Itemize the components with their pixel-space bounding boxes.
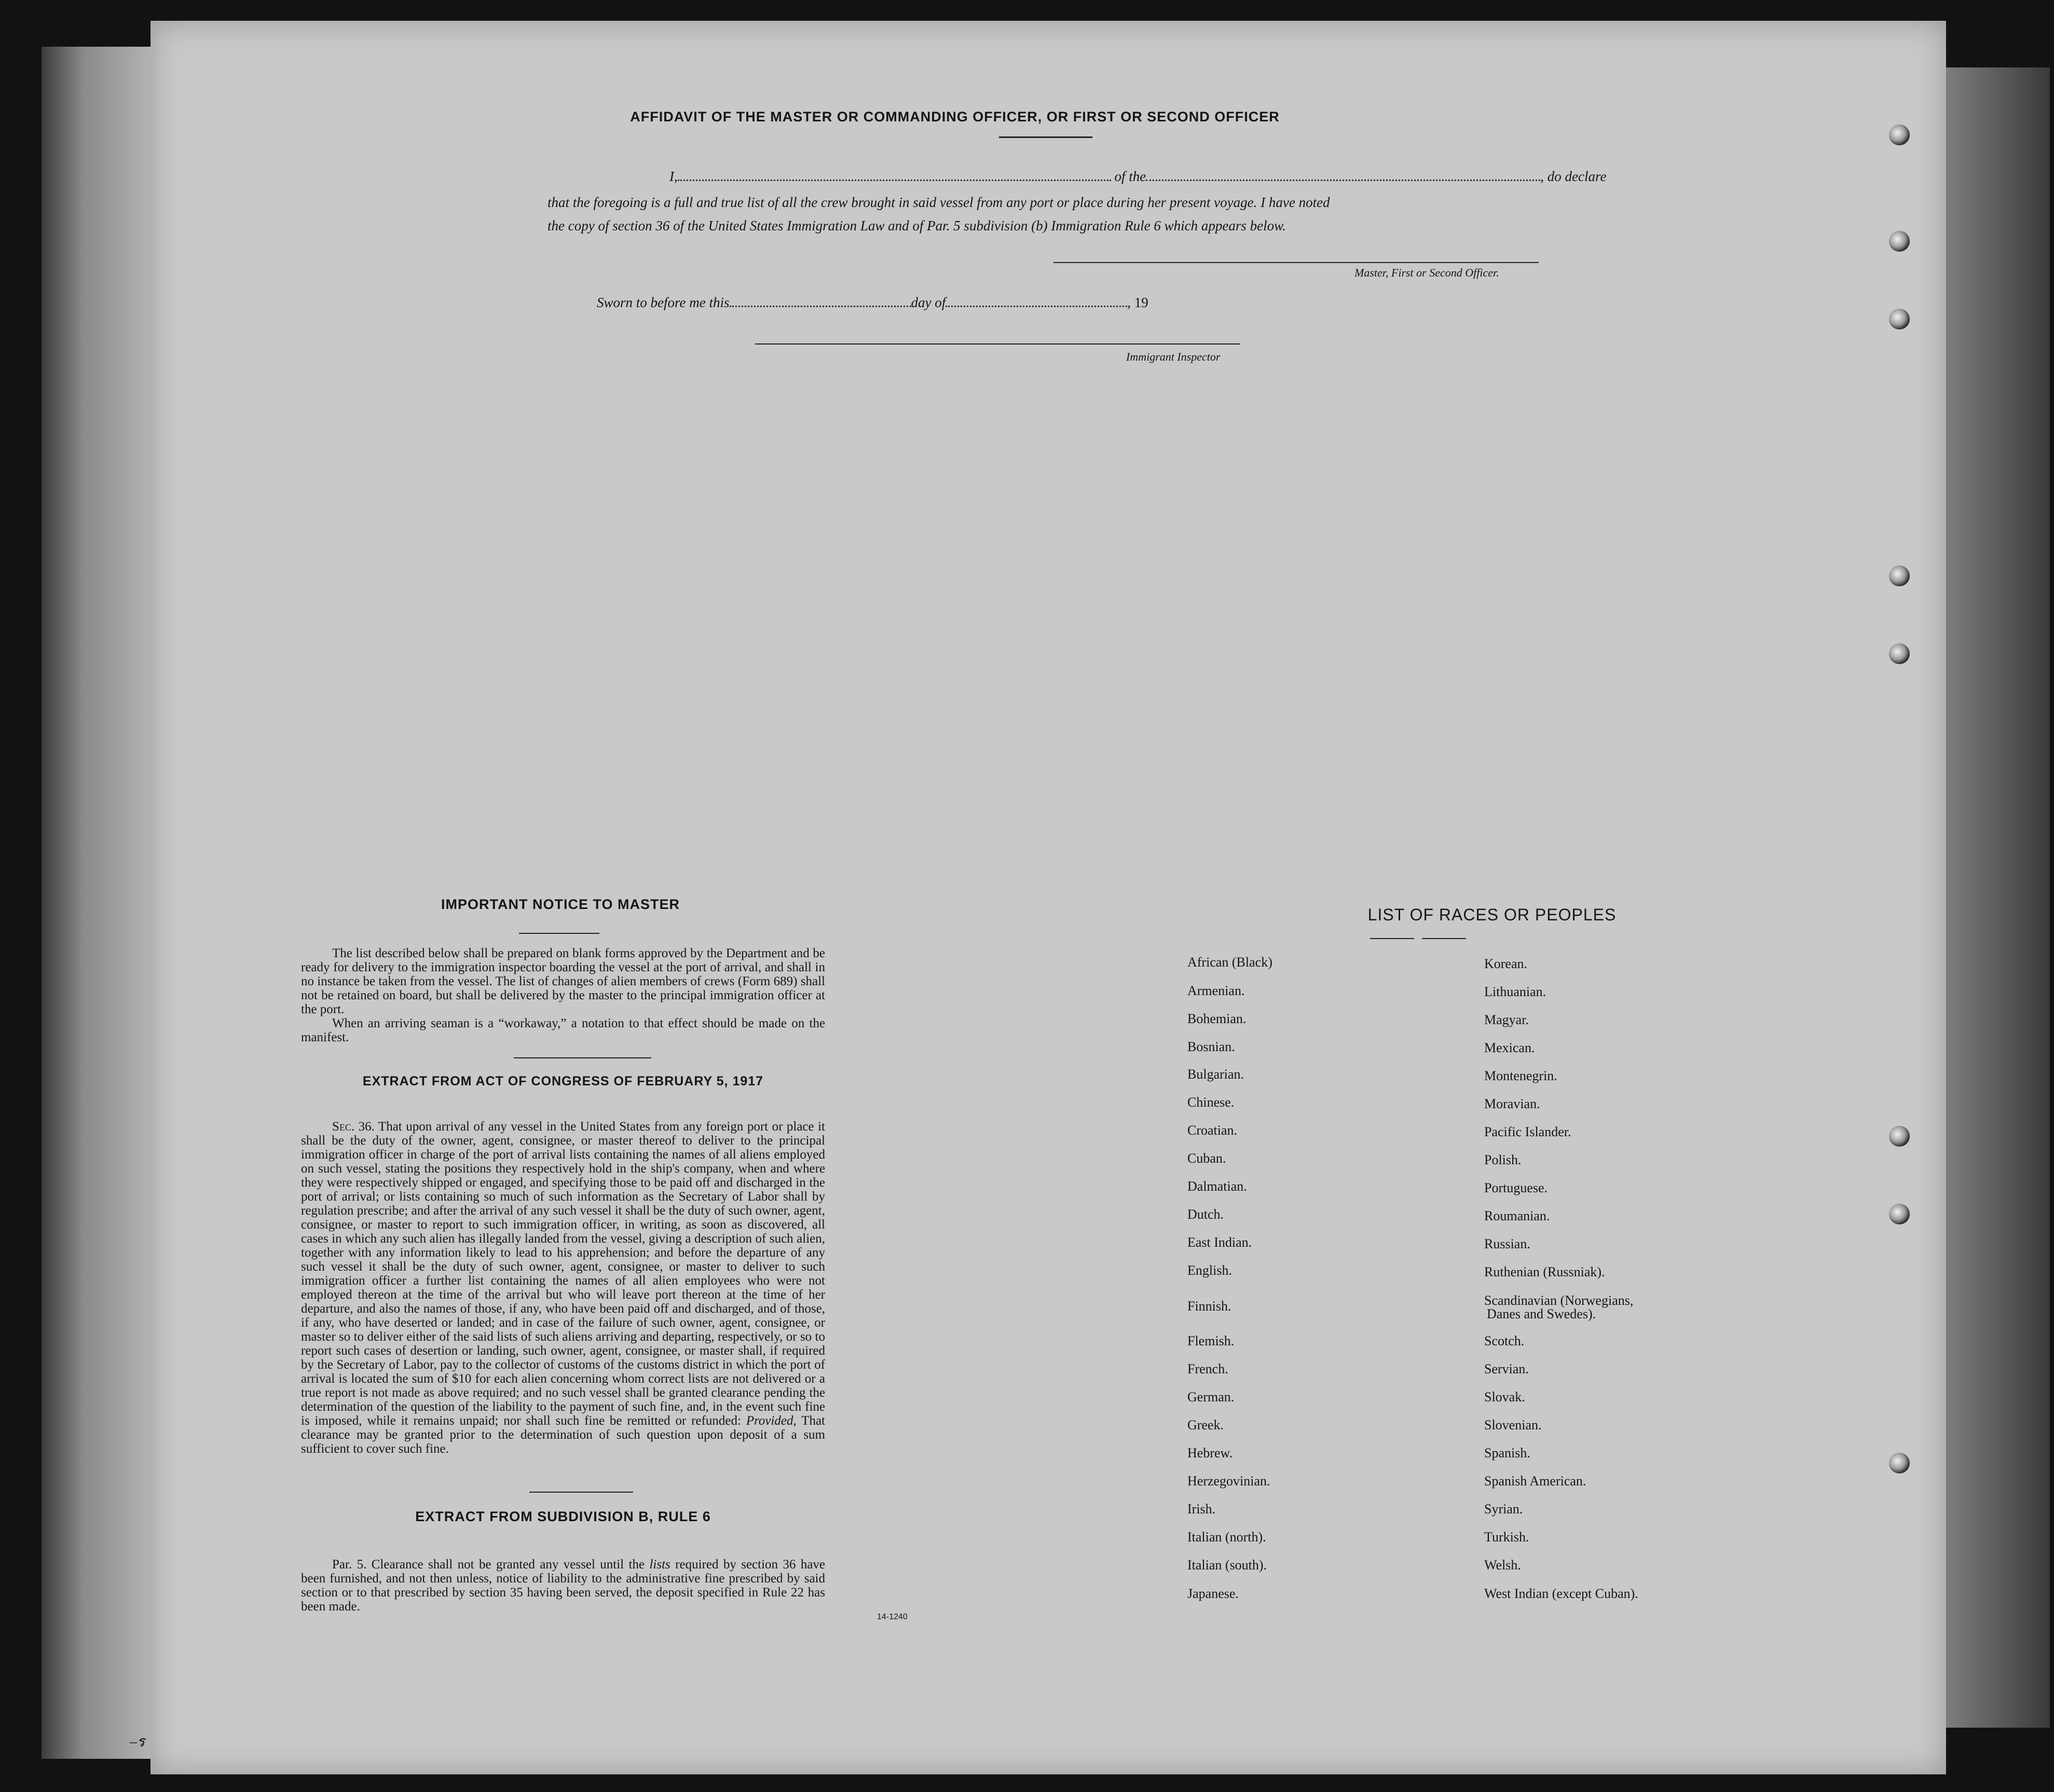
race-right-item: Mexican. [1484, 1040, 1535, 1055]
race-left-item: Armenian. [1187, 983, 1245, 998]
binder-hole [1889, 231, 1910, 252]
race-right-item: Welsh. [1484, 1557, 1521, 1573]
race-left-item: Bosnian. [1187, 1039, 1235, 1054]
sworn-label: Sworn to before me this [597, 295, 730, 310]
binder-hole [1889, 1126, 1910, 1147]
notice-title: IMPORTANT NOTICE TO MASTER [441, 897, 680, 912]
race-left-item: Japanese. [1187, 1586, 1239, 1601]
rule-extract-title: EXTRACT FROM SUBDIVISION B, RULE 6 [415, 1509, 711, 1524]
race-left-item: Greek. [1187, 1417, 1224, 1432]
race-left-item: Italian (north). [1187, 1529, 1266, 1545]
year-label: , 19 [1127, 295, 1148, 310]
affidavit-title: AFFIDAVIT OF THE MASTER OR COMMANDING OFFICER, OR FIRST OR SECOND OFFICER [630, 109, 1280, 125]
race-right-item: Moravian. [1484, 1096, 1540, 1111]
race-left-item: Dutch. [1187, 1207, 1224, 1222]
act-extract-text [301, 1120, 825, 1456]
binder-hole [1889, 566, 1910, 586]
race-right-item: Roumanian. [1484, 1208, 1550, 1223]
race-right-item: Scotch. [1484, 1333, 1525, 1348]
race-left-item: Dalmatian. [1187, 1179, 1247, 1194]
notice-rule [519, 933, 599, 934]
notice-paragraph-1: The list described below shall be prepared on blank forms approved by the Department and be ready for delivery to the immigration inspector boarding the vessel at the port of arrival, and shall in no instance be taken from the vessel. The list of changes of alien members of crews (Form 689) shall not be retained on board, but shall be delivered by the master to the principal immigration officer at the port. [301, 946, 825, 1016]
race-left-item: French. [1187, 1361, 1228, 1376]
act-divider [529, 1492, 633, 1493]
sworn-line [597, 295, 1148, 311]
document-page [130, 21, 1946, 1774]
race-right-item: West Indian (except Cuban). [1484, 1586, 1638, 1601]
race-left-item: Bohemian. [1187, 1011, 1247, 1026]
declaration-line-1 [669, 169, 1606, 185]
race-right-item: Spanish. [1484, 1445, 1530, 1460]
race-left-item: Herzegovinian. [1187, 1473, 1270, 1488]
form-number: 14-1240 [877, 1612, 908, 1621]
binder-hole [1889, 309, 1910, 329]
race-right-item: Servian. [1484, 1361, 1529, 1376]
race-right-item: Ruthenian (Russniak). [1484, 1264, 1605, 1279]
provided-label: Provided, [746, 1414, 797, 1428]
title-underline [999, 136, 1092, 138]
race-right-item: Pacific Islander. [1484, 1124, 1571, 1139]
race-left-item: Cuban. [1187, 1151, 1226, 1166]
section-36-text: That upon arrival of any vessel in the United States from any foreign port or place it shall be the duty of the owner, agent, consignee, or master thereof to deliver to the principal immigration officer in charge of the port of arrival lists containing the names of all aliens employed on such vessel, stating the positions they respectively hold in the ship's company, when and where they were respectively shipped or engaged, and specifying those to be paid off and discharged in the port of arrival; or lists containing so much of such information as the Secretary of Labor shall by regulation prescribe; and after the arrival of any such vessel it shall be the duty of such owner, agent, consignee, or master to report to such immigration officer, in writing, as soon as discovered, all cases in which any such alien has illegally landed from the vessel, giving a description of such alien, together with any information likely to lead to his apprehension; and before the departure of any such vessel it shall be the duty of such owner, agent, consignee, or master to deliver to such immigration officer a further list containing the names of all alien employees who were not employed thereon at the time of the arrival but who will leave port thereon at the time of her departure, and also the names of those, if any, who have been paid off and discharged, and of those, if any, who have deserted or landed; and in case of the failure of such owner, agent, consignee, or master so to deliver either of the said lists of such aliens arriving and departing, respectively, or so to report such cases of desertion or landing, such owner, agent, consignee, or master shall, if required by the Secretary of Labor, pay to the collector of customs of the customs district in which the port of arrival is located the sum of $10 for each alien concerning whom correct lists are not delivered or a true report is not made as above required; and no such vessel shall be granted clearance pending the determination of the question of the liability to the payment of such fine, and, in the event such fine is imposed, while it remains unpaid; nor shall such fine be remitted or refunded: [301, 1120, 825, 1428]
race-left-item: Chinese. [1187, 1095, 1235, 1110]
races-underline-right [1422, 938, 1466, 939]
race-right-item: Russian. [1484, 1236, 1530, 1251]
race-left-item: African (Black) [1187, 955, 1272, 970]
race-right-item: Syrian. [1484, 1501, 1523, 1517]
race-right-item: Portuguese. [1484, 1180, 1548, 1195]
master-signature-line[interactable] [1053, 262, 1539, 263]
race-left-item: Irish. [1187, 1501, 1216, 1517]
race-left-item: German. [1187, 1389, 1235, 1404]
notice-text [301, 946, 825, 1044]
notice-paragraph-2: When an arriving seaman is a “workaway,” a notation to that effect should be made on the manifest. [301, 1016, 825, 1044]
race-scandinavian-continued: Danes and Swedes). [1487, 1306, 1596, 1321]
par5-text-a: Par. 5. Clearance shall not be granted any vessel until the [332, 1557, 645, 1572]
race-right-item: Lithuanian. [1484, 984, 1546, 999]
race-left-item: Flemish. [1187, 1333, 1235, 1348]
do-declare-label: , do declare [1540, 169, 1607, 184]
races-title: LIST OF RACES OR PEOPLES [1367, 905, 1617, 924]
declaration-line-2: that the foregoing is a full and true list of all the crew brought in said vessel from any port or place during her present voyage. I have noted [547, 195, 1330, 210]
of-the-label: of the [1114, 169, 1146, 184]
race-right-item: Turkish. [1484, 1529, 1529, 1545]
race-right-item: Korean. [1484, 956, 1528, 971]
race-right-item: Magyar. [1484, 1012, 1529, 1027]
race-right-item: Scandinavian (Norwegians, [1484, 1293, 1634, 1308]
lists-word: lists [649, 1557, 670, 1572]
race-right-item: Spanish American. [1484, 1473, 1586, 1488]
race-right-item: Slovenian. [1484, 1417, 1542, 1432]
margin-mark: –ร [130, 1734, 145, 1750]
sworn-day-field[interactable] [730, 296, 911, 307]
act-extract-title: EXTRACT FROM ACT OF CONGRESS OF FEBRUARY 5, 1917 [362, 1074, 764, 1088]
day-of-label: day of [911, 295, 946, 310]
race-left-item: Hebrew. [1187, 1445, 1233, 1460]
race-right-item: Polish. [1484, 1152, 1522, 1167]
race-right-item: Slovak. [1484, 1389, 1525, 1404]
race-left-item: Finnish. [1187, 1299, 1231, 1314]
vessel-field[interactable] [1146, 170, 1540, 181]
master-signature-label: Master, First or Second Officer. [1354, 266, 1499, 279]
races-underline-left [1370, 938, 1414, 939]
section-36-end: That clearance may be granted prior to the determination of such question upon deposit of a sum sufficient to cover such fine. [301, 1414, 826, 1456]
binder-hole [1889, 643, 1910, 664]
race-right-item: Montenegrin. [1484, 1068, 1557, 1083]
race-left-item: Bulgarian. [1187, 1067, 1244, 1082]
binder-hole [1889, 1204, 1910, 1224]
declaration-line-3: the copy of section 36 of the United States Immigration Law and of Par. 5 subdivision (b) Immigration Rule 6 which appears below. [547, 218, 1286, 233]
sworn-month-field[interactable] [946, 296, 1127, 307]
inspector-signature-line[interactable] [755, 343, 1240, 344]
race-left-item: Croatian. [1187, 1123, 1238, 1138]
i-label: I, [669, 169, 678, 184]
race-left-item: East Indian. [1187, 1235, 1252, 1250]
par5-text-b: required by section 36 have been furnished, and not then unless, notice of liability to the administrative fine prescribed by said section or to that prescribed by section 35 having been served, the deposit specified in Rule 22 has been made. [301, 1557, 826, 1614]
binding-edge [42, 47, 161, 1759]
name-field[interactable] [678, 170, 1111, 181]
race-left-item: English. [1187, 1263, 1232, 1278]
inspector-label: Immigrant Inspector [1126, 350, 1221, 363]
section-label: Sec. 36. [332, 1120, 375, 1134]
notice-divider [514, 1057, 651, 1058]
binder-hole [1889, 1453, 1910, 1473]
binder-hole [1889, 125, 1910, 145]
rule-extract-text [301, 1557, 825, 1614]
race-left-item: Italian (south). [1187, 1557, 1267, 1573]
